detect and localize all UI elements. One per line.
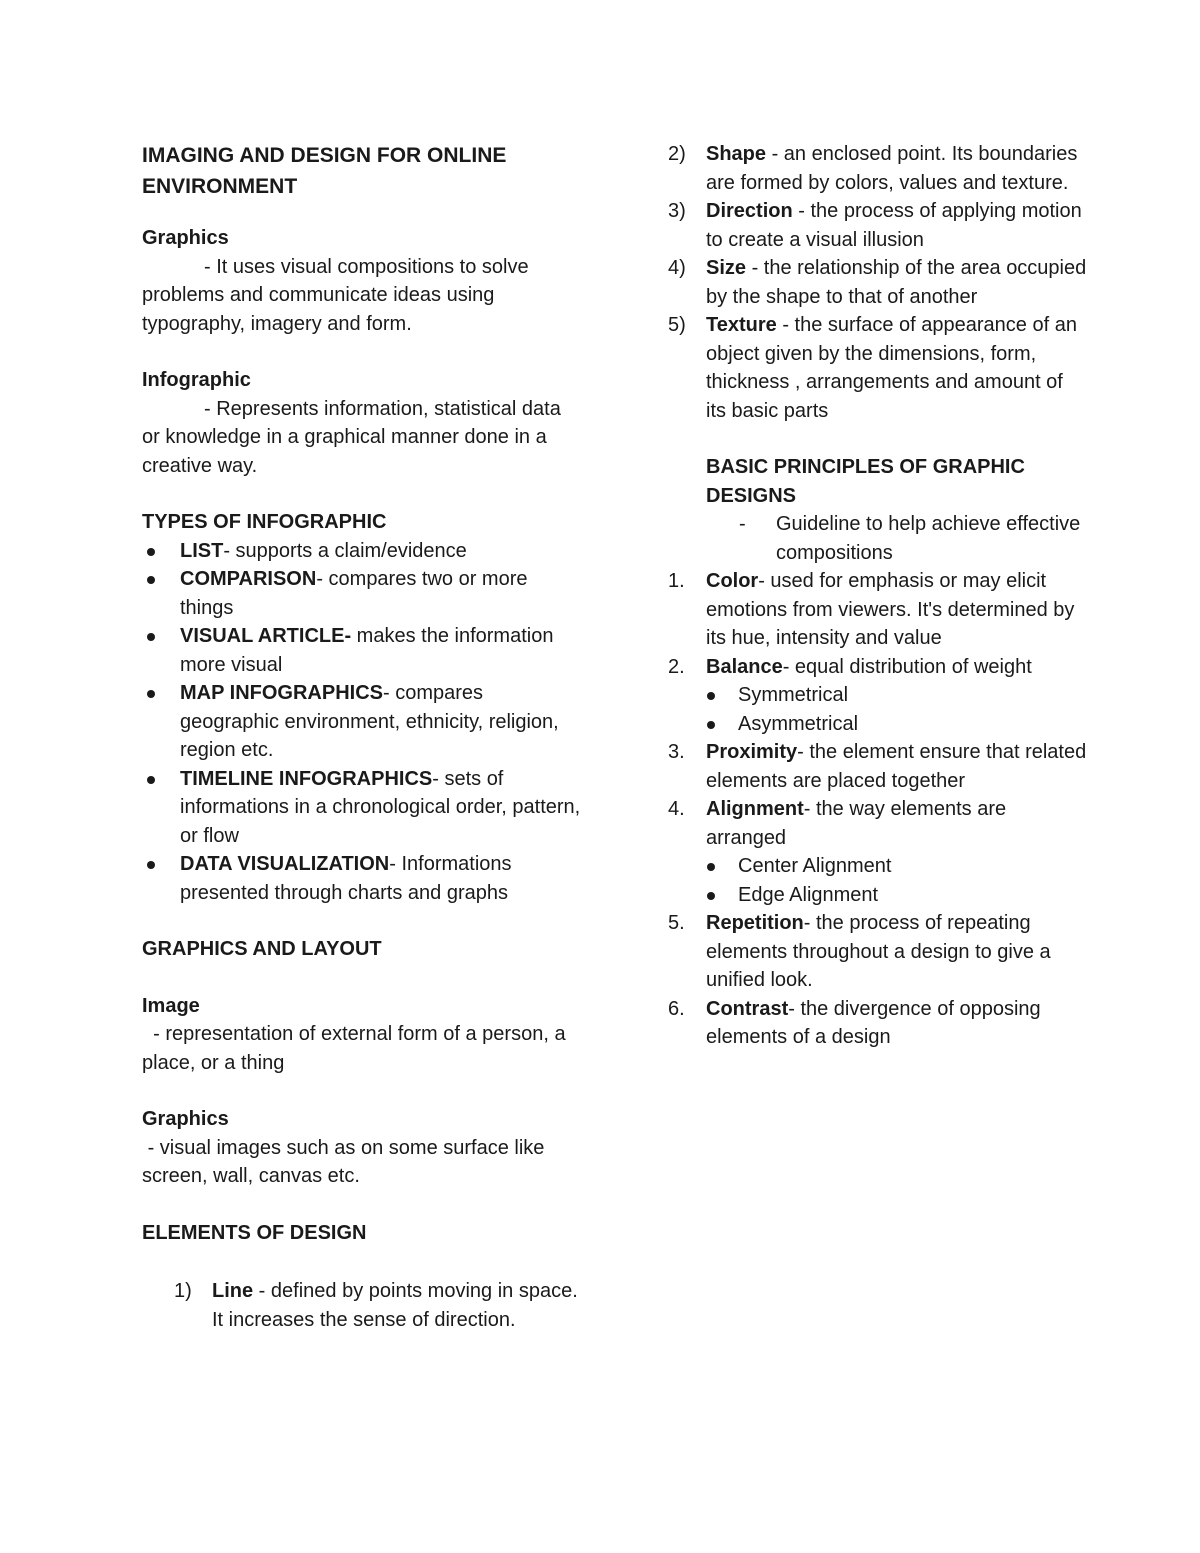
list-item: Asymmetrical — [668, 710, 1088, 739]
bullet-icon — [147, 776, 155, 784]
bullet-icon — [147, 861, 155, 869]
elements-list — [142, 1277, 582, 1334]
spacer — [142, 1247, 582, 1277]
list-item: VISUAL ARTICLE- makes the information more visual — [110, 622, 582, 679]
balance-sublist — [668, 681, 1088, 738]
spacer — [142, 1191, 582, 1219]
infographic-term: Infographic — [142, 369, 251, 391]
principles-subtitle: - Guideline to help achieve effective compositions — [739, 513, 1081, 564]
principles-heading: BASIC PRINCIPLES OF GRAPHIC DESIGNS — [706, 456, 1025, 507]
spacer — [142, 1077, 582, 1105]
bullet-icon — [147, 633, 155, 641]
spacer — [142, 480, 582, 508]
spacer — [142, 907, 582, 935]
spacer — [142, 338, 582, 366]
list-item: 6. Contrast- the divergence of opposing elements of a design — [668, 997, 1041, 1048]
list-item: DATA VISUALIZATION- Informations presented through charts and graphs — [110, 850, 582, 907]
list-item: LIST- supports a claim/evidence — [110, 537, 582, 566]
image-term: Image — [142, 994, 200, 1017]
list-item: COMPARISON- compares two or more things — [110, 565, 582, 622]
graphics-definition: - It uses visual compositions to solve problems and communicate ideas using typography, imagery and form. — [142, 255, 529, 335]
elements-heading: ELEMENTS OF DESIGN — [142, 1221, 367, 1244]
graphics2-term: Graphics — [142, 1108, 229, 1130]
spacer — [142, 202, 582, 224]
left-column — [142, 140, 582, 1334]
right-column — [668, 140, 1088, 1052]
bullet-icon — [147, 548, 155, 556]
list-item: 3. Proximity- the element ensure that related elements are placed together — [668, 741, 1087, 792]
alignment-sublist — [668, 852, 1088, 909]
layout-heading: GRAPHICS AND LAYOUT — [142, 938, 382, 960]
list-item: MAP INFOGRAPHICS- compares geographic environment, ethnicity, religion, region etc. — [110, 679, 582, 765]
spacer — [668, 425, 1088, 453]
spacer — [142, 964, 582, 992]
document-title: IMAGING AND DESIGN FOR ONLINE ENVIRONMENT — [142, 144, 507, 198]
image-definition: - representation of external form of a person, a place, or a thing — [142, 1023, 572, 1074]
types-list — [110, 537, 582, 908]
list-item: 5. Repetition- the process of repeating elements throughout a design to give a unified look. — [668, 912, 1051, 991]
list-item: Symmetrical — [668, 681, 1088, 710]
list-item: TIMELINE INFOGRAPHICS- sets of informations in a chronological order, pattern, or flow — [110, 765, 582, 851]
bullet-icon — [707, 721, 715, 729]
list-item: 1. Color- used for emphasis or may elicit emotions from viewers. It's determined by its hue, intensity and value — [668, 570, 1075, 649]
bullet-icon — [707, 863, 715, 871]
principles-list — [668, 567, 1088, 1052]
types-heading: TYPES OF INFOGRAPHIC — [142, 511, 387, 533]
bullet-icon — [147, 576, 155, 584]
list-item: 4. Alignment- the way elements are arranged Center Alignment Edge Alignment — [668, 795, 1088, 909]
list-item: 3) Direction - the process of applying motion to create a visual illusion — [668, 200, 1082, 251]
list-item: Edge Alignment — [668, 881, 1088, 910]
elements-list-continued — [668, 140, 1088, 425]
bullet-icon — [147, 690, 155, 698]
bullet-icon — [707, 692, 715, 700]
graphics-term: Graphics — [142, 227, 229, 249]
bullet-icon — [707, 892, 715, 900]
infographic-definition: - Represents information, statistical data or knowledge in a graphical manner done in a creative way. — [142, 397, 561, 477]
list-item: 2) Shape - an enclosed point. Its boundaries are formed by colors, values and texture. — [668, 143, 1078, 194]
list-item: 5) Texture - the surface of appearance of an object given by the dimensions, form, thickness , arrangements and amount of its basic parts — [668, 314, 1077, 422]
list-item: 2. Balance- equal distribution of weight Symmetrical Asymmetrical — [668, 653, 1088, 739]
graphics2-definition: - visual images such as on some surface like screen, wall, canvas etc. — [142, 1136, 550, 1187]
list-item: 1) Line - defined by points moving in space. It increases the sense of direction. — [174, 1280, 578, 1331]
list-item: Center Alignment — [668, 852, 1088, 881]
list-item: 4) Size - the relationship of the area occupied by the shape to that of another — [668, 257, 1087, 308]
